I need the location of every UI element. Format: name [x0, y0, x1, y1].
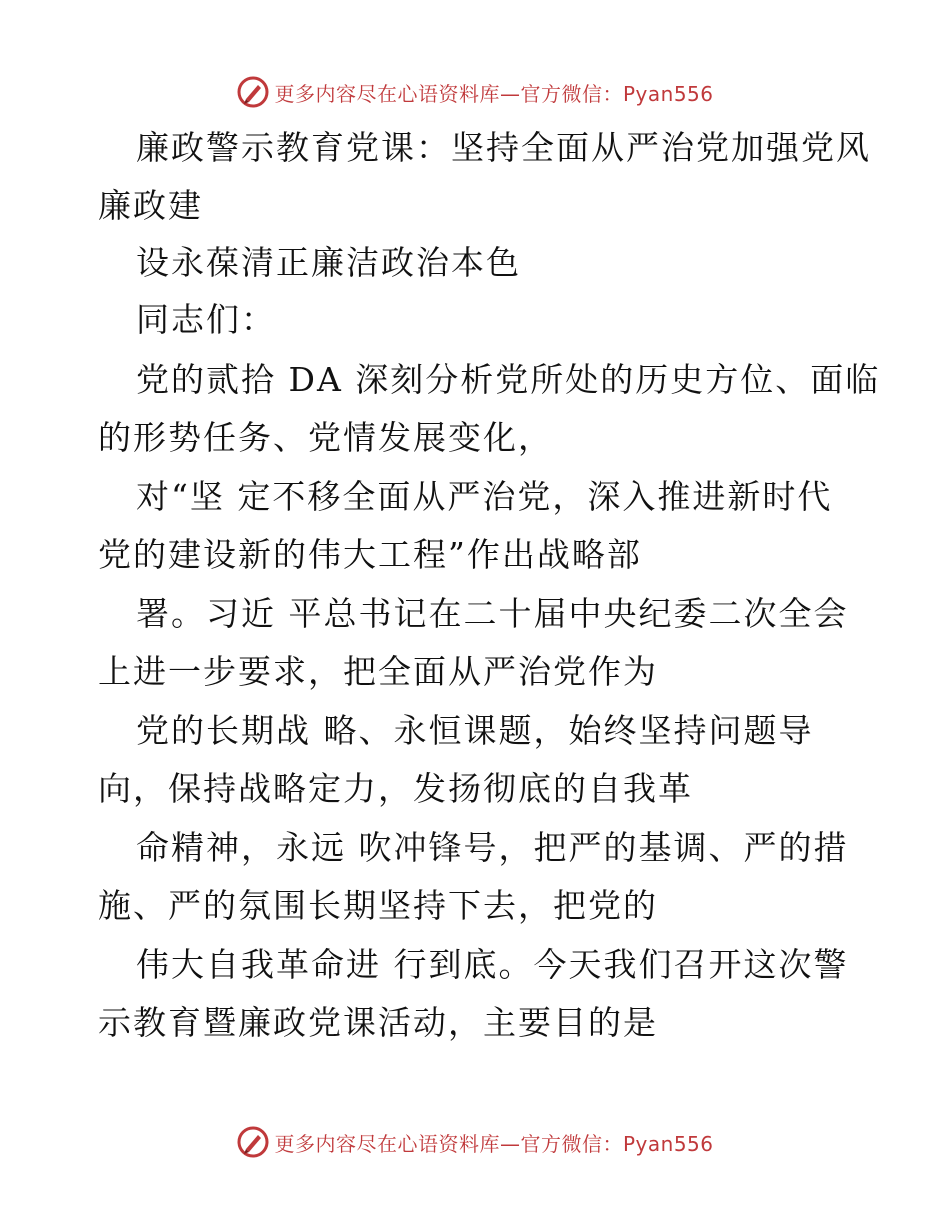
watermark-sep: —官方微信：	[499, 1131, 623, 1156]
paragraph-line: 署。习近 平总书记在二十届中央纪委二次全会	[136, 594, 849, 633]
paragraph-line: 的形势任务、党情发展变化，	[98, 418, 553, 457]
watermark-id: Pyan556	[622, 1131, 714, 1156]
watermark-sep: —官方微信：	[499, 81, 623, 106]
title-line-1: 廉政警示教育党课：坚持全面从严治党加强党风	[136, 128, 871, 167]
paragraph-line: 伟大自我革命进 行到底。今天我们召开这次警	[136, 945, 849, 984]
watermark-text	[274, 1128, 713, 1157]
watermark-main: 更多内容尽在心语资料库	[274, 81, 500, 106]
watermark-id: Pyan556	[622, 81, 714, 106]
footer-watermark	[0, 1122, 950, 1162]
watermark-text	[274, 78, 713, 107]
paragraph-line: 示教育暨廉政党课活动，主要目的是	[98, 1003, 658, 1042]
pen-logo-icon	[236, 1125, 270, 1159]
subtitle-line: 设永葆清正廉洁政治本色	[136, 243, 521, 282]
watermark-main: 更多内容尽在心语资料库	[274, 1131, 500, 1156]
paragraph-line: 上进一步要求，把全面从严治党作为	[98, 652, 658, 691]
paragraph-line: 施、严的氛围长期坚持下去，把党的	[98, 886, 658, 925]
paragraph-line: 党的长期战 略、永恒课题，始终坚持问题导	[136, 711, 814, 750]
paragraph-line: 党的贰拾 DA 深刻分析党所处的历史方位、面临	[136, 360, 881, 399]
pen-logo-icon	[236, 75, 270, 109]
paragraph-line: 对“坚 定不移全面从严治党，深入推进新时代	[136, 477, 833, 516]
header-watermark	[0, 72, 950, 112]
paragraph-line: 向，保持战略定力，发扬彻底的自我革	[98, 769, 693, 808]
paragraph-line: 命精神，永远 吹冲锋号，把严的基调、严的措	[136, 828, 849, 867]
title-line-2: 廉政建	[98, 186, 203, 225]
paragraph-line: 党的建设新的伟大工程”作出战略部	[98, 535, 642, 574]
salutation: 同志们：	[136, 300, 276, 339]
